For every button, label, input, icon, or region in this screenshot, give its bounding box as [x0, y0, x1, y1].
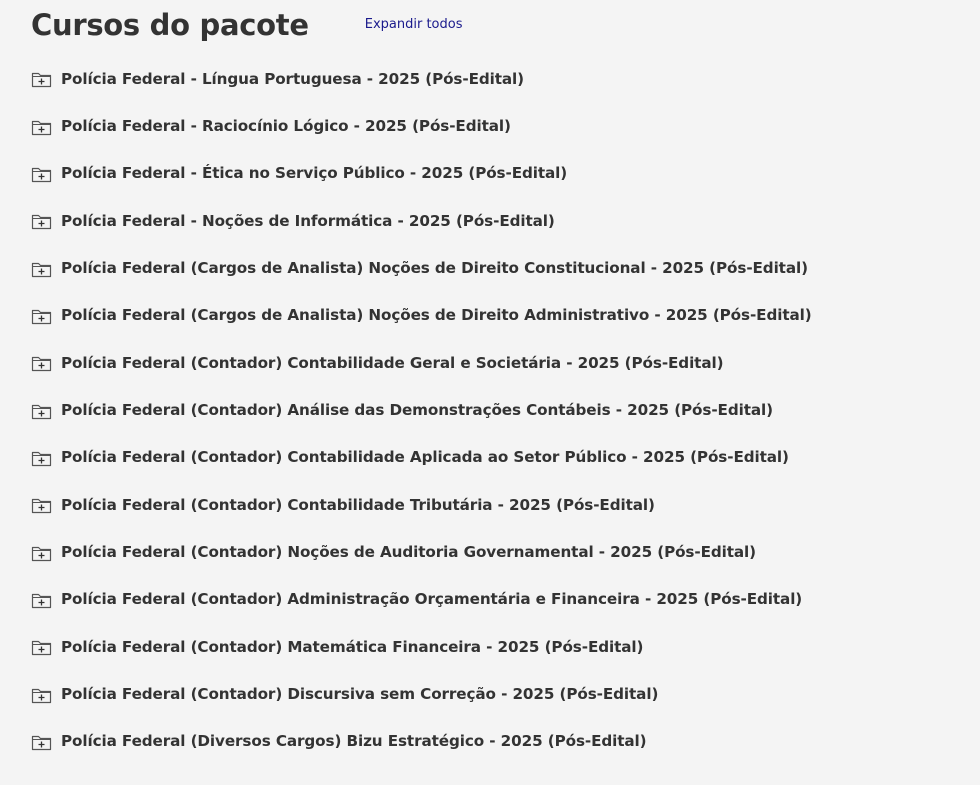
course-title: Polícia Federal (Cargos de Analista) Noções de Direito Administrativo - 2025 (Pós-Edital) [61, 306, 812, 325]
course-item[interactable] [31, 102, 812, 149]
course-title: Polícia Federal (Diversos Cargos) Bizu Estratégico - 2025 (Pós-Edital) [61, 732, 647, 751]
course-title: Polícia Federal (Contador) Discursiva sem Correção - 2025 (Pós-Edital) [61, 685, 659, 704]
course-title: Polícia Federal (Contador) Administração Orçamentária e Financeira - 2025 (Pós-Edital) [61, 590, 803, 609]
folder-plus-icon [31, 261, 52, 278]
course-item[interactable] [31, 623, 812, 670]
course-item[interactable] [31, 481, 812, 528]
course-title: Polícia Federal (Contador) Matemática Financeira - 2025 (Pós-Edital) [61, 637, 644, 656]
course-item[interactable] [31, 718, 812, 765]
expand-all-link[interactable]: Expandir todos [364, 17, 463, 32]
course-item[interactable] [31, 292, 812, 339]
course-item[interactable] [31, 150, 812, 197]
course-title: Polícia Federal (Contador) Contabilidade Geral e Societária - 2025 (Pós-Edital) [61, 353, 724, 372]
course-title: Polícia Federal (Cargos de Analista) Noções de Direito Constitucional - 2025 (Pós-Edital) [61, 259, 808, 278]
course-title: Polícia Federal (Contador) Contabilidade Tributária - 2025 (Pós-Edital) [61, 495, 655, 514]
course-title: Polícia Federal - Ética no Serviço Público - 2025 (Pós-Edital) [61, 164, 568, 183]
course-title: Polícia Federal - Língua Portuguesa - 2025 (Pós-Edital) [61, 69, 524, 88]
folder-plus-icon [31, 71, 52, 88]
folder-plus-icon [31, 119, 52, 136]
course-item[interactable] [31, 197, 812, 244]
header [31, 8, 462, 42]
page-title: Cursos do pacote [31, 8, 309, 42]
folder-plus-icon [31, 403, 52, 420]
course-title: Polícia Federal (Contador) Análise das Demonstrações Contábeis - 2025 (Pós-Edital) [61, 401, 773, 420]
course-item[interactable] [31, 339, 812, 386]
course-item[interactable] [31, 55, 812, 102]
folder-plus-icon [31, 166, 52, 183]
folder-plus-icon [31, 545, 52, 562]
course-title: Polícia Federal - Raciocínio Lógico - 2025 (Pós-Edital) [61, 117, 511, 136]
course-item[interactable] [31, 434, 812, 481]
folder-plus-icon [31, 213, 52, 230]
course-item[interactable] [31, 244, 812, 291]
folder-plus-icon [31, 497, 52, 514]
course-list [31, 55, 812, 765]
course-item[interactable] [31, 576, 812, 623]
folder-plus-icon [31, 592, 52, 609]
course-title: Polícia Federal (Contador) Noções de Auditoria Governamental - 2025 (Pós-Edital) [61, 543, 756, 562]
folder-plus-icon [31, 450, 52, 467]
folder-plus-icon [31, 734, 52, 751]
course-title: Polícia Federal (Contador) Contabilidade Aplicada ao Setor Público - 2025 (Pós-Edital) [61, 448, 789, 467]
course-title: Polícia Federal - Noções de Informática - 2025 (Pós-Edital) [61, 211, 555, 230]
folder-plus-icon [31, 308, 52, 325]
folder-plus-icon [31, 687, 52, 704]
course-item[interactable] [31, 670, 812, 717]
folder-plus-icon [31, 639, 52, 656]
course-item[interactable] [31, 528, 812, 575]
course-item[interactable] [31, 386, 812, 433]
folder-plus-icon [31, 355, 52, 372]
